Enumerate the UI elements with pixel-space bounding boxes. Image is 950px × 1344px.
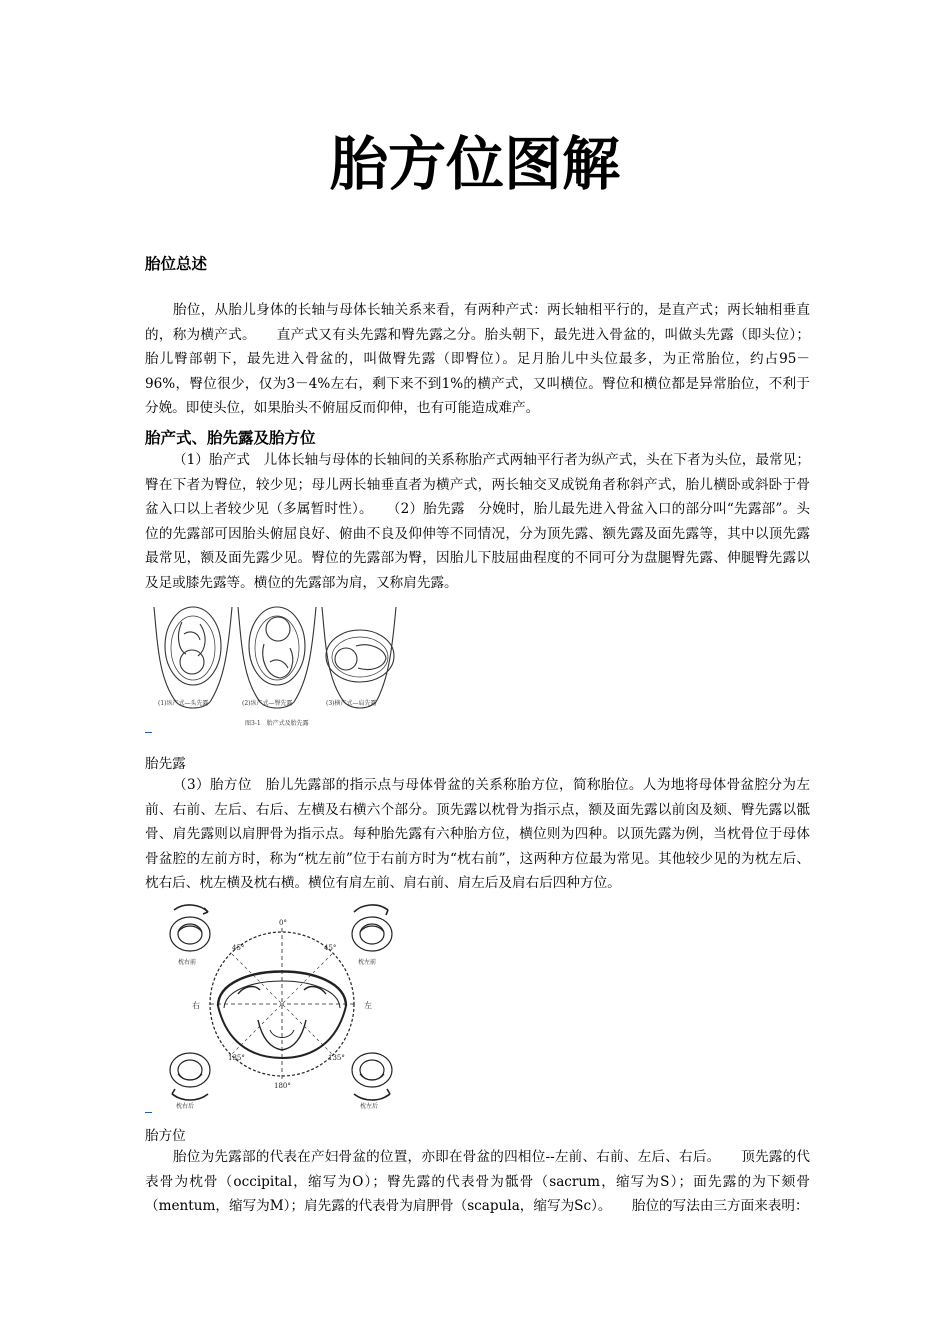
fetal-lie-label-3: (3)横产式—肩先露 — [326, 700, 377, 707]
overview-paragraph: 胎位，从胎儿身体的长轴与母体长轴关系来看，有两种产式：两长轴相平行的，是直产式；两长轴相垂直的，称为横产式。 直产式又有头先露和臀先露之分。胎头朝下，最先进入骨盆的，叫做头先露（即头位）；胎儿臀部朝下，最先进入骨盆的，叫做臀先露（即臀位）。足月胎儿中头位最多，为正常胎位，约占95－96%，臀位很少，仅为3－4%左右，剩下来不到1%的横产式，又叫横位。臀位和横位都是异常胎位，不利于分娩。即使头位，如果胎头不俯屈反而仰伸，也有可能造成难产。 — [145, 302, 810, 417]
angle-label-lower-right: 135° — [328, 1054, 345, 1062]
position-label-lpp: 枕左后 — [360, 1103, 379, 1110]
position-label-rop: 枕右前 — [178, 959, 197, 966]
presentation-paragraph: （1）胎产式 儿体长轴与母体的长轴间的关系称胎产式两轴平行者为纵产式，头在下者为头位，最常见；臀在下者为臀位，较少见；母儿两长轴垂直者为横产式，两长轴交叉成锐角者称斜产式，胎儿横卧或斜卧于骨盆入口以上者较少见（多属暂时性）。 （2）胎先露 分娩时，胎儿最先进入骨盆入口的部分叫“先露部”。头位的先露部可因胎头俯屈良好、俯曲不良及仰伸等不同情况，分为顶先露、额先露及面先露等，其中以顶先露最常见，额及面先露少见。臀位的先露部为臀，因胎儿下肢屈曲程度的不同可分为盘腿臀先露、伸腿臀先露以及足或膝先露等。横位的先露部为肩，又称肩先露。 — [145, 452, 810, 591]
figure-caption-presentation: 胎先露 — [145, 756, 186, 772]
pelvis-side-right-label: 右 — [192, 1001, 200, 1010]
figure-caption-position: 胎方位 — [145, 1128, 186, 1144]
fetal-lie-label-2: (2)纵产式—臀先露 — [242, 700, 293, 707]
angle-label-upper-left: 45° — [232, 944, 245, 952]
image-anchor-mark-2 — [145, 1112, 152, 1113]
fetal-lie-figure-caption: 图3-1 胎产式及胎先露 — [245, 720, 309, 727]
angle-bottom-label: 180° — [274, 1082, 291, 1090]
section-heading-presentation: 胎产式、胎先露及胎方位 — [145, 429, 316, 447]
fetal-lie-label-1: (1)纵产式—头先露 — [158, 700, 209, 707]
angle-top-label: 0° — [279, 919, 287, 927]
image-anchor-mark — [145, 732, 152, 733]
position-label-rpp: 枕右后 — [176, 1103, 195, 1110]
page-title: 胎方位图解 — [329, 130, 620, 198]
position-label-lop: 枕左前 — [358, 959, 377, 966]
section-heading-overview: 胎位总述 — [145, 255, 208, 273]
pelvis-side-left-label: 左 — [364, 1001, 372, 1010]
notation-paragraph: 胎位为先露部的代表在产妇骨盆的位置，亦即在骨盆的四相位--左前、右前、左后、右后。 顶先露的代表骨为枕骨（occipital，缩写为O）；臀先露的代表骨为骶骨（sacrum，缩写为S）；面先露的为下颏骨（mentum，缩写为M）；肩先露的代表骨为肩胛骨（scapula，缩写为Sc）。 胎位的写法由三方面来表明： — [145, 1149, 810, 1215]
position-paragraph: （3）胎方位 胎儿先露部的指示点与母体骨盆的关系称胎方位，简称胎位。人为地将母体骨盆腔分为左前、右前、左后、右后、左横及右横六个部分。顶先露以枕骨为指示点，额及面先露以前囟及颏、臀先露以骶骨、肩先露则以肩胛骨为指示点。每种胎先露有六种胎方位，横位则为四种。以顶先露为例，当枕骨位于母体骨盆腔的左前方时，称为“枕左前”位于右前方时为“枕右前”，这两种方位最为常见。其他较少见的为枕左后、枕右后、枕左横及枕右横。横位有肩左前、肩右前、肩左后及肩右后四种方位。 — [145, 777, 810, 892]
angle-label-upper-right: 45° — [324, 944, 337, 952]
fetal-position-figure — [148, 898, 416, 1110]
angle-label-lower-left: 135° — [228, 1054, 245, 1062]
fetal-lie-figure — [148, 602, 398, 730]
